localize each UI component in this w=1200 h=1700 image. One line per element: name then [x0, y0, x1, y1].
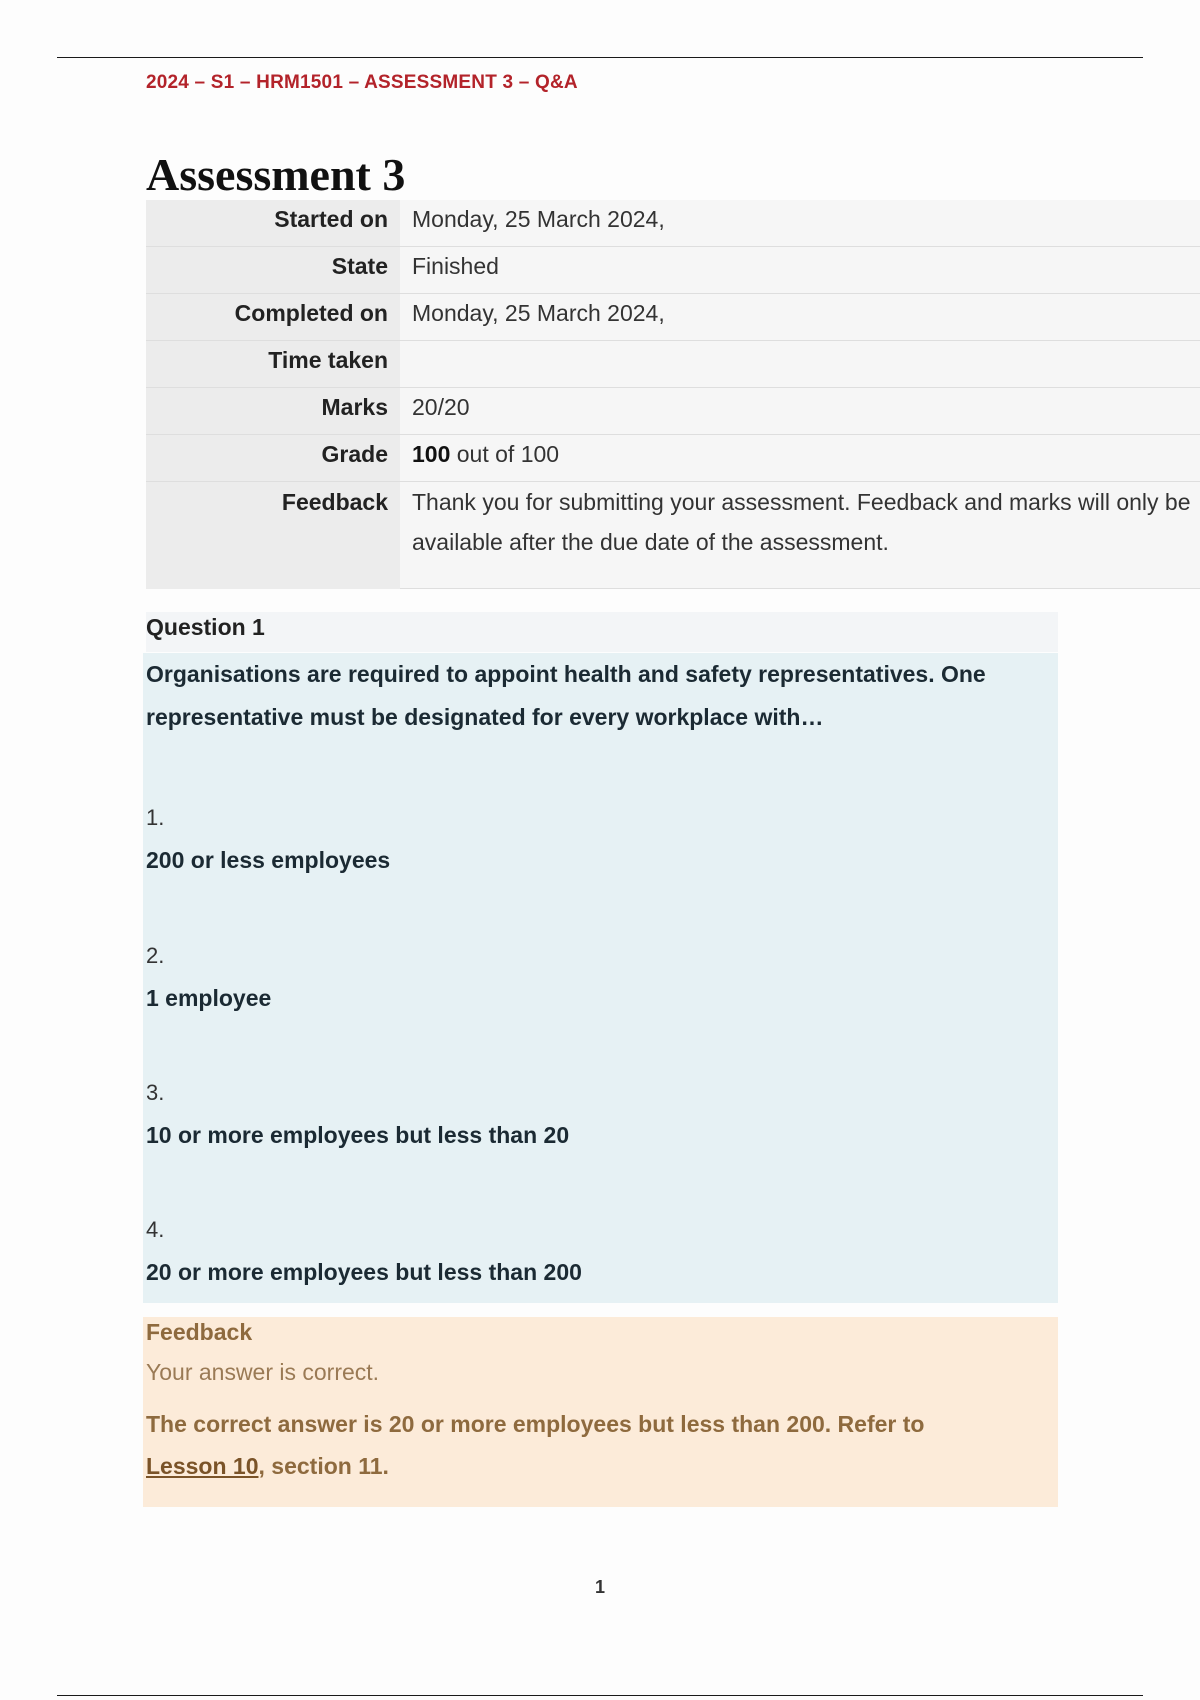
summary-label: Started on: [146, 200, 400, 247]
summary-label: Time taken: [146, 341, 400, 388]
summary-label: Feedback: [146, 482, 400, 589]
page-title: Assessment 3: [146, 149, 406, 200]
summary-value: Monday, 25 March 2024,: [400, 294, 1200, 341]
summary-row-grade: [146, 435, 1200, 482]
feedback-correct-answer: [146, 1403, 946, 1487]
summary-label: State: [146, 247, 400, 294]
option-label[interactable]: 20 or more employees but less than 200: [146, 1259, 582, 1285]
option-number: 1.: [146, 805, 165, 830]
summary-row-time-taken: [146, 341, 1200, 388]
question-box: [143, 653, 1058, 1303]
question-feedback-box: [143, 1317, 1058, 1507]
question-heading: Question 1: [146, 612, 1058, 652]
summary-value: [400, 341, 1200, 388]
option-number: 4.: [146, 1217, 165, 1242]
answer-suffix: , section 11.: [258, 1453, 389, 1479]
page-number: 1: [594, 1577, 605, 1597]
option-label[interactable]: 10 or more employees but less than 20: [146, 1122, 570, 1148]
feedback-result: Your answer is correct.: [146, 1359, 380, 1385]
summary-value: [400, 435, 1200, 482]
answer-prefix: The correct answer is 20 or more employees but less than 200. Refer to: [146, 1411, 925, 1437]
summary-value: Thank you for submitting your assessment. Feedback and marks will only be available after the due date of the assessment.: [400, 482, 1200, 589]
attempt-summary-table: [146, 200, 1200, 589]
grade-suffix: out of 100: [450, 441, 560, 467]
option-number: 3.: [146, 1080, 165, 1105]
summary-label: Grade: [146, 435, 400, 482]
bottom-rule: [57, 1695, 1143, 1696]
option-number: 2.: [146, 943, 165, 968]
summary-row-started: [146, 200, 1200, 247]
summary-value: Monday, 25 March 2024,: [400, 200, 1200, 247]
summary-label: Marks: [146, 388, 400, 435]
summary-value: Finished: [400, 247, 1200, 294]
course-header: 2024 – S1 – HRM1501 – ASSESSMENT 3 – Q&A: [146, 72, 578, 93]
question-text: Organisations are required to appoint health and safety representatives. One representative must be designated for every workplace with…: [146, 661, 986, 730]
summary-row-state: [146, 247, 1200, 294]
option-label[interactable]: 200 or less employees: [146, 847, 391, 873]
summary-row-completed: [146, 294, 1200, 341]
summary-row-marks: [146, 388, 1200, 435]
lesson-link[interactable]: Lesson 10: [146, 1453, 259, 1479]
summary-label: Completed on: [146, 294, 400, 341]
feedback-title: Feedback: [146, 1319, 253, 1345]
grade-score: 100: [412, 441, 451, 467]
top-rule: [57, 57, 1143, 58]
summary-row-feedback: [146, 482, 1200, 589]
summary-value: 20/20: [400, 388, 1200, 435]
option-label[interactable]: 1 employee: [146, 985, 272, 1011]
